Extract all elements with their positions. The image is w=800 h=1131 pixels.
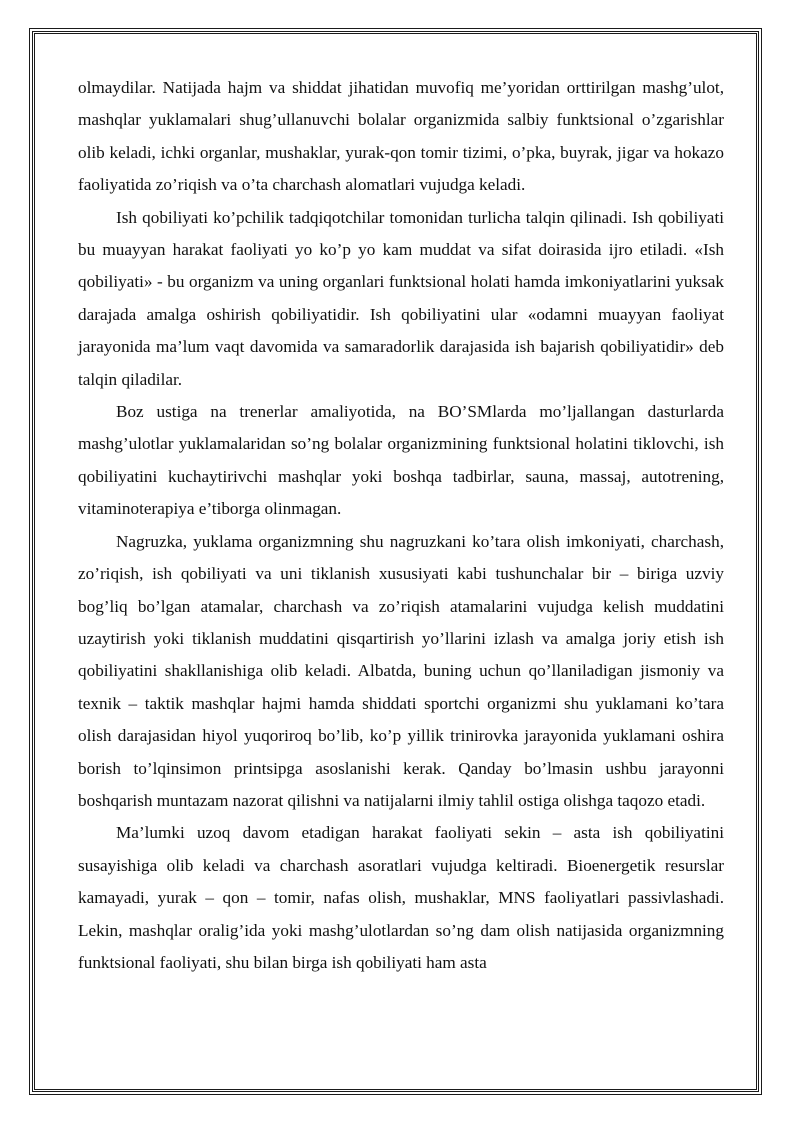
paragraph-boz-ustiga: Boz ustiga na trenerlar amaliyotida, na BO’SMlarda mo’ljallangan dasturlarda mashg’ulotlar yuklamalaridan so’ng bolalar organizmining funktsional holatini tiklovchi, ish qobiliyatini kuchaytirivchi mashqlar yoki boshqa tadbirlar, sauna, massaj, autotrening, vitaminoterapiya e’tiborga olinmagan.	[78, 402, 724, 519]
paragraph-nagruzka: Nagruzka, yuklama organizmning shu nagruzkani ko’tara olish imkoniyati, charchash, zo’riqish, ish qobiliyati va uni tiklanish xususiyati kabi tushunchalar bir – biriga uzviy bog’liq bo’lgan atamalar, charchash va zo’riqish atamalarini vujudga kelish muddatini uzaytirish yoki tiklanish muddatini qisqartirish yo’llarini izlash va amalga joriy etish ish qobiliyatini shakllanishiga olib keladi. Albatda, buning uchun qo’llaniladigan jismoniy va texnik – taktik mashqlar hajmi hamda shiddati sportchi organizmi shu yuklamani ko’tara olish darajasidan hiyol yuqoriroq bo’lib, ko’p yillik trinirovka jarayonida yuklamani oshira borish to’lqinsimon printsipga asoslanishi kerak. Qanday bo’lmasin ushbu jarayonni boshqarish muntazam nazorat qilishni va natijalarni ilmiy tahlil ostiga olishga taqozo etadi.	[78, 531, 724, 810]
paragraph-ish-qobiliyati: Ish qobiliyati ko’pchilik tadqiqotchilar tomonidan turlicha talqin qilinadi. Ish qobiliyati bu muayyan harakat faoliyati yo ko’p yo kam muddat va sifat doirasida ijro etiladi. «Ish qobiliyati» - bu organizm va uning organlari funktsional holati hamda imkoniyatlarini yuksak darajada amalga oshirish qobiliyatidir. Ish qobiliyatini ular «odamni muayyan faoliyat jarayonida ma’lum vaqt davomida va samaradorlik darajasida ish bajarish qobiliyatidir» deb talqin qiladilar.	[78, 207, 724, 389]
paragraph-continuation: olmaydilar. Natijada hajm va shiddat jihatidan muvofiq me’yoridan orttirilgan mashg’ulot, mashqlar yuklamalari shug’ullanuvchi bolalar organizmida salbiy funktsional o’zgarishlar olib keladi, ichki organlar, mushaklar, yurak-qon tomir tizimi, o’pka, buyrak, jigar va hokazo faoliyatida zo’riqish va o’ta charchash alomatlari vujudga keladi.	[78, 78, 724, 195]
document-body	[78, 72, 724, 979]
paragraph-malumki: Ma’lumki uzoq davom etadigan harakat faoliyati sekin – asta ish qobiliyatini susayishiga olib keladi va charchash asoratlari vujudga keltiradi. Bioenergetik resurslar kamayadi, yurak – qon – tomir, nafas olish, mushaklar, MNS faoliyatlari passivlashadi. Lekin, mashqlar oralig’ida yoki mashg’ulotlardan so’ng dam olish natijasida organizmning funktsional faoliyati, shu bilan birga ish qobiliyati ham asta	[78, 823, 724, 972]
